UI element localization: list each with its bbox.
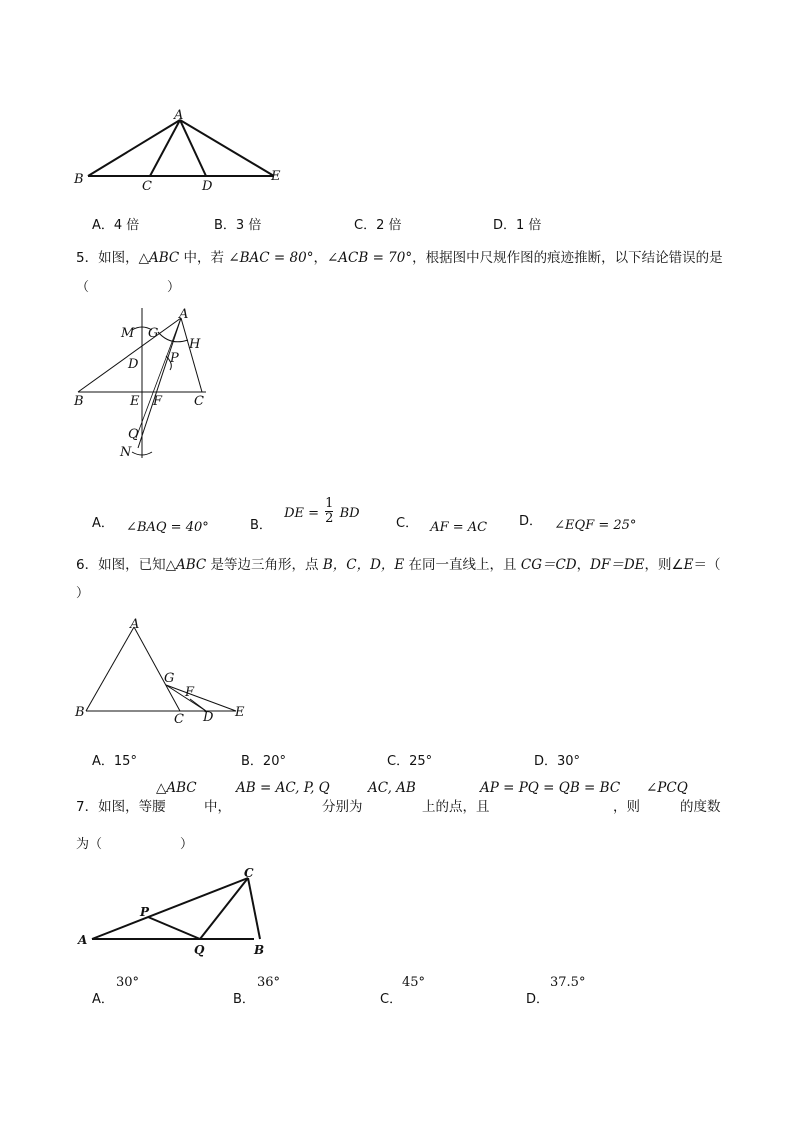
label-b: B xyxy=(75,705,85,720)
q6-line2: ） xyxy=(76,586,90,601)
label-c: C xyxy=(142,179,152,194)
q5-bracket: （ ） xyxy=(76,280,181,295)
q6-option-d: D．30° xyxy=(534,754,581,769)
label-d: D xyxy=(202,179,213,194)
label-a: A xyxy=(78,933,88,947)
q6-option-b: B．20° xyxy=(241,754,286,769)
label-a: A xyxy=(179,307,189,322)
q6-stem: 6．如图，已知△ABC 是等边三角形，点 B，C，D，E 在同一直线上，且 CG＝CD，DF＝DE，则∠E＝（ xyxy=(76,557,721,573)
label-a: A xyxy=(174,108,184,123)
label-g: G xyxy=(148,326,159,341)
q7-line2: 为（ ） xyxy=(76,837,194,852)
q7-option-a: A． 30° xyxy=(92,975,140,1007)
q6-option-c: C．25° xyxy=(387,754,433,769)
q4-option-d: D．1 倍 xyxy=(493,218,542,233)
q5-option-b: B． DE = $\frac{1}{2}$ BD xyxy=(250,496,360,533)
figure-q7 xyxy=(70,862,280,962)
label-a: A xyxy=(130,617,140,632)
label-h: H xyxy=(189,337,201,352)
label-c: C xyxy=(194,394,204,409)
label-p: P xyxy=(140,905,150,919)
label-b: B xyxy=(74,394,84,409)
q7-option-c: C． 45° xyxy=(380,975,426,1007)
label-q: Q xyxy=(194,943,205,957)
label-q: Q xyxy=(128,427,139,442)
q7-option-d: D． 37.5° xyxy=(526,975,586,1007)
figure-q4 xyxy=(60,100,300,195)
label-c: C xyxy=(174,712,184,727)
q5-option-a: A． ∠BAQ = 40° xyxy=(92,516,209,535)
q4-option-b: B．3 倍 xyxy=(214,218,262,233)
q7-option-b: B． 36° xyxy=(233,975,281,1007)
label-d: D xyxy=(128,357,139,372)
q7-stem: 7．如图，等腰 △ABC 中， AB = AC, P, Q 分别为 AC, AB 上的点，且 AP = PQ = QB = BC ，则 ∠PCQ 的度数 xyxy=(76,780,721,815)
label-n: N xyxy=(120,445,132,460)
q4-option-a: A．4 倍 xyxy=(92,218,140,233)
q5-stem: 5．如图，△ABC 中，若 ∠BAC = 80°，∠ACB = 70°，根据图中尺规作图的痕迹推断，以下结论错误的是 xyxy=(76,250,723,266)
q4-option-c: C．2 倍 xyxy=(354,218,402,233)
label-g: G xyxy=(164,671,175,686)
label-e: E xyxy=(130,394,140,409)
label-e: E xyxy=(235,705,245,720)
figure-q5 xyxy=(66,300,226,465)
label-f: F xyxy=(185,685,195,700)
figure-q6 xyxy=(70,612,260,727)
label-f: F xyxy=(153,394,163,409)
q5-option-c: C． AF = AC xyxy=(396,516,488,535)
label-b: B xyxy=(74,172,84,187)
label-b: B xyxy=(254,943,265,957)
label-c: C xyxy=(244,866,254,880)
label-d: D xyxy=(203,710,214,725)
label-e: E xyxy=(271,169,281,184)
label-m: M xyxy=(121,326,135,341)
label-p: P xyxy=(170,351,179,366)
q6-option-a: A．15° xyxy=(92,754,137,769)
q5-option-d: D． ∠EQF = 25° xyxy=(519,514,637,533)
